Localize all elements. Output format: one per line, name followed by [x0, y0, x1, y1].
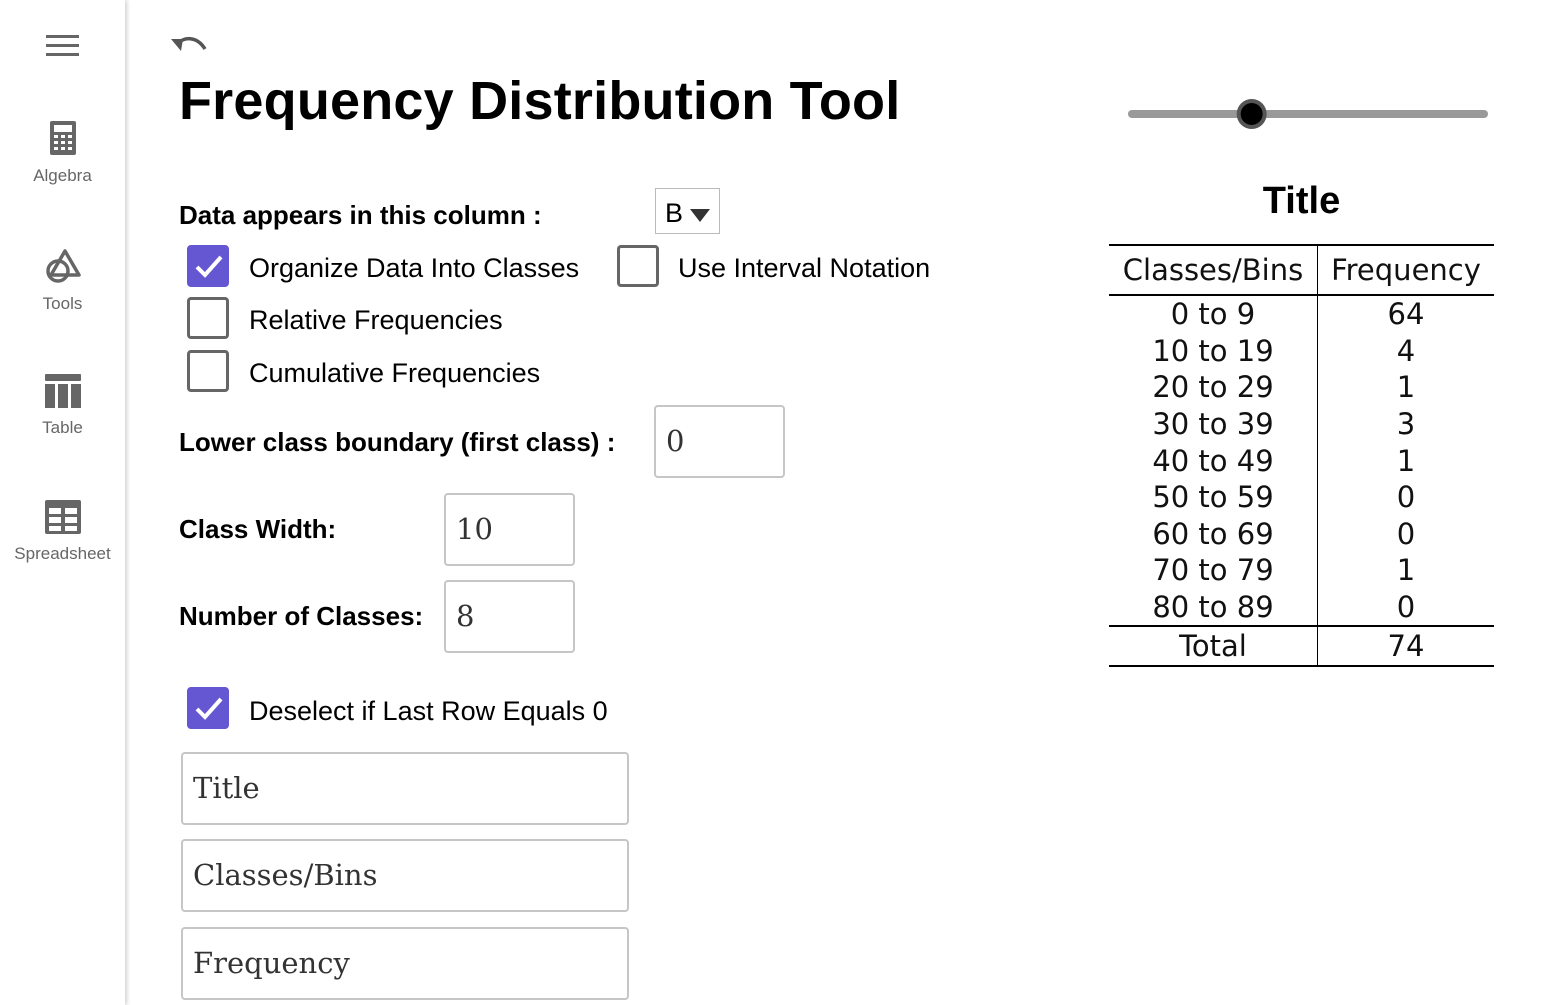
classes-header-input[interactable]: Classes/Bins	[181, 839, 629, 912]
class-cell: 20 to 29	[1109, 369, 1318, 406]
num-classes-input[interactable]: 8	[444, 580, 575, 653]
class-cell: 80 to 89	[1109, 589, 1318, 627]
calculator-icon	[49, 120, 77, 156]
sidebar-item-label: Spreadsheet	[14, 544, 111, 563]
lower-boundary-input[interactable]: 0	[654, 405, 785, 478]
freq-cell: 0	[1396, 480, 1416, 515]
freq-cell: 0	[1396, 590, 1416, 625]
column-dropdown[interactable]	[655, 188, 720, 234]
frequency-header-input[interactable]: Frequency	[181, 927, 629, 1000]
total-label: Total	[1109, 626, 1318, 666]
cumulative-label: Cumulative Frequencies	[249, 358, 541, 388]
column-dropdown-value: B	[665, 198, 684, 228]
lower-boundary-label: Lower class boundary (first class) :	[179, 427, 616, 457]
sidebar-item-tools[interactable]	[0, 248, 125, 314]
table-row	[1109, 552, 1494, 589]
table-header-frequency: Frequency	[1318, 245, 1495, 295]
sidebar-item-label: Table	[42, 418, 83, 437]
checkmark-icon	[194, 695, 224, 723]
chevron-down-icon	[690, 209, 710, 222]
deselect-label: Deselect if Last Row Equals 0	[249, 696, 608, 726]
class-cell: 40 to 49	[1109, 442, 1318, 479]
sidebar-item-label: Algebra	[33, 166, 92, 185]
sidebar-item-spreadsheet[interactable]	[0, 500, 125, 564]
slider[interactable]	[1128, 96, 1488, 132]
table-title: Title	[1262, 180, 1341, 222]
shapes-icon	[45, 248, 81, 284]
freq-cell: 4	[1396, 333, 1416, 368]
table-row	[1109, 479, 1494, 516]
freq-cell: 1	[1396, 553, 1416, 588]
table-row	[1109, 295, 1494, 333]
undo-icon[interactable]	[169, 33, 209, 59]
table-icon	[45, 374, 81, 408]
sidebar-item-algebra[interactable]	[0, 120, 125, 186]
cumulative-checkbox[interactable]	[187, 350, 229, 392]
class-cell: 50 to 59	[1109, 479, 1318, 516]
spreadsheet-icon	[45, 500, 81, 534]
table-row	[1109, 442, 1494, 479]
deselect-checkbox[interactable]	[187, 687, 229, 729]
table-header-classes: Classes/Bins	[1109, 245, 1318, 295]
interval-label: Use Interval Notation	[678, 253, 931, 283]
relative-checkbox[interactable]	[187, 297, 229, 339]
freq-cell: 1	[1396, 443, 1416, 478]
organize-checkbox[interactable]	[187, 245, 229, 287]
sidebar-item-label: Tools	[42, 294, 83, 313]
organize-label: Organize Data Into Classes	[249, 253, 580, 283]
num-classes-label: Number of Classes:	[179, 601, 424, 631]
class-cell: 0 to 9	[1109, 295, 1318, 333]
table-row	[1109, 369, 1494, 406]
class-cell: 60 to 69	[1109, 516, 1318, 553]
menu-icon[interactable]	[46, 34, 79, 58]
frequency-table	[1109, 244, 1494, 667]
class-cell: 30 to 39	[1109, 406, 1318, 443]
sidebar	[0, 0, 125, 1005]
page-title: Frequency Distribution Tool	[179, 71, 901, 131]
table-row	[1109, 333, 1494, 370]
class-cell: 70 to 79	[1109, 552, 1318, 589]
freq-cell: 64	[1387, 297, 1425, 332]
class-cell: 10 to 19	[1109, 333, 1318, 370]
class-width-label: Class Width:	[179, 514, 337, 544]
checkmark-icon	[194, 253, 224, 281]
title-input[interactable]: Title	[181, 752, 629, 825]
interval-checkbox[interactable]	[617, 245, 659, 287]
slider-thumb[interactable]	[1237, 99, 1267, 129]
total-value: 74	[1318, 626, 1495, 666]
column-label: Data appears in this column :	[179, 200, 542, 230]
freq-cell: 1	[1396, 370, 1416, 405]
freq-cell: 3	[1396, 407, 1416, 442]
relative-label: Relative Frequencies	[249, 305, 503, 335]
table-total-row	[1109, 626, 1494, 666]
sidebar-item-table[interactable]	[0, 374, 125, 438]
table-row	[1109, 516, 1494, 553]
freq-cell: 0	[1396, 516, 1416, 551]
class-width-input[interactable]: 10	[444, 493, 575, 566]
table-row	[1109, 589, 1494, 627]
table-row	[1109, 406, 1494, 443]
